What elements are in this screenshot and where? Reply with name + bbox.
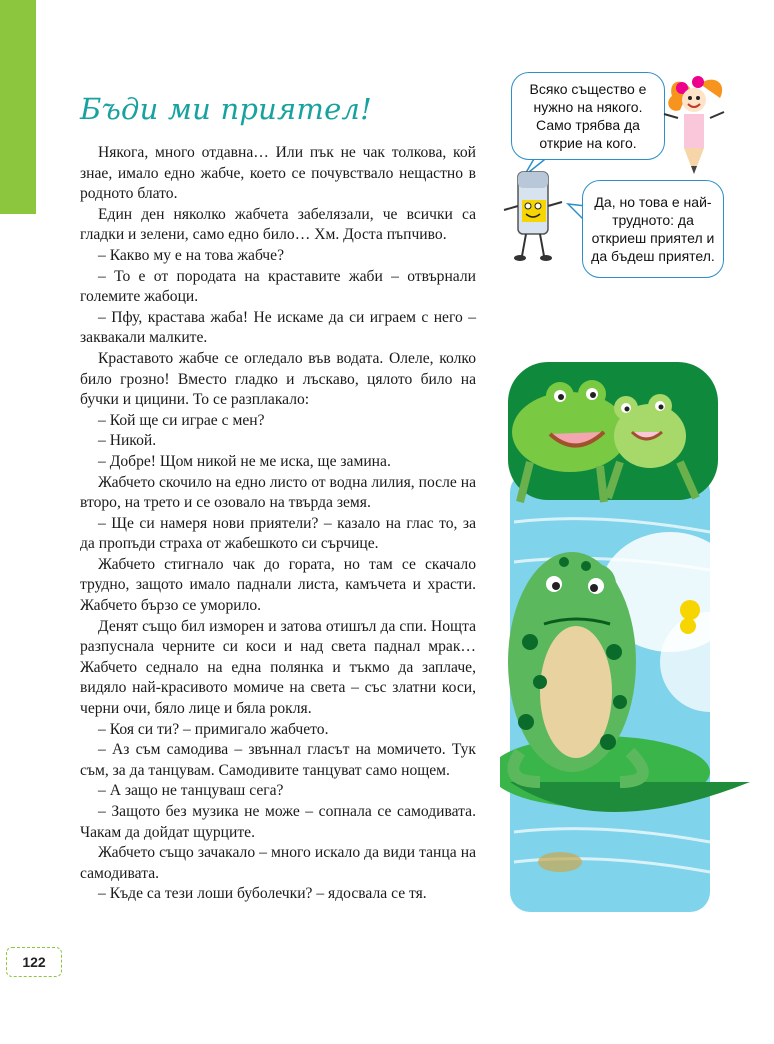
story-paragraph: – Къде са тези лоши буболечки? – ядосвала се тя. — [98, 885, 427, 903]
story-paragraph: – Коя си ти? – примигало жабчето. — [98, 720, 329, 738]
page-number: 122 — [6, 947, 62, 977]
story-paragraph: Жабчето стигнало чак до гората, но там се скачало трудно, защото имало паднали листа, камъчета и храсти. Жабчето бързо се уморило. — [80, 555, 476, 615]
story-paragraph: – Аз съм самодива – звъннал гласът на момичето. Тук съм, за да танцувам. Самодивите танцуват само нощем. — [80, 741, 476, 779]
story-paragraph: Краставото жабче се огледало във водата. Олеле, колко било грозно! Вместо гладко и лъскаво, цялото било на бучки и цицини. То се разплакало: — [80, 349, 476, 409]
story-paragraph: – Какво му е на това жабче? — [98, 246, 284, 264]
story-text — [80, 143, 476, 905]
story-paragraph: Един ден няколко жабчета забелязали, че всички са гладки и зелени, само едно било… Хм. Доста пъпчиво. — [80, 205, 476, 244]
eraser-boy-icon — [500, 166, 570, 266]
page-title: Бъди ми приятел! — [80, 92, 372, 126]
green-side-bar — [0, 0, 36, 214]
story-paragraph: – Никой. — [98, 432, 157, 450]
frog-illustration — [500, 362, 768, 922]
story-paragraph: – А защо не танцуваш сега? — [98, 782, 284, 800]
story-paragraph: – Ще си намеря нови приятели? – казало на глас то, за да пропъди страха от жабешкото си сърчице. — [80, 514, 476, 553]
story-paragraph: Денят също бил изморен и затова отишъл да спи. Нощта разпуснала черните си коси и над света паднал мрак…Жабчето седнало на една полянка и тъкмо да заплаче, видяло най-красивото момиче на света – със златни коси, черни очи, бяло лице и бяла рокля. — [80, 617, 476, 718]
story-paragraph: – Кой ще си играе с мен? — [98, 411, 265, 429]
story-paragraph: Жабчето също зачакало – много искало да види танца на самодивата. — [80, 844, 476, 882]
story-paragraph: – Добре! Щом никой не ме иска, ще замина. — [98, 452, 391, 470]
pencil-girl-icon — [660, 74, 740, 184]
speech-bubble-1: Всяко същество е нужно на някого. Само трябва да открие на кого. — [511, 72, 665, 160]
story-paragraph: Жабчето скочило на едно листо от водна лилия, после на второ, на трето и се озовало на твърда земя. — [80, 473, 476, 512]
story-paragraph: Някога, много отдавна… Или пък не чак толкова, кой знае, имало едно жабче, което се почувствало нещастно в родното блато. — [80, 144, 476, 203]
story-paragraph: – То е от породата на краставите жаби – отвърнали големите жабоци. — [80, 267, 476, 306]
story-paragraph: – Защото без музика не може – сопнала се самодивата. Чакам да дойдат щурците. — [80, 803, 476, 841]
speech-bubble-2: Да, но това е най-трудното: да откриеш приятел и да бъдеш приятел. — [582, 180, 724, 278]
story-paragraph: – Пфу, крастава жаба! Не искаме да си играем с него – заквакали малките. — [80, 308, 476, 347]
